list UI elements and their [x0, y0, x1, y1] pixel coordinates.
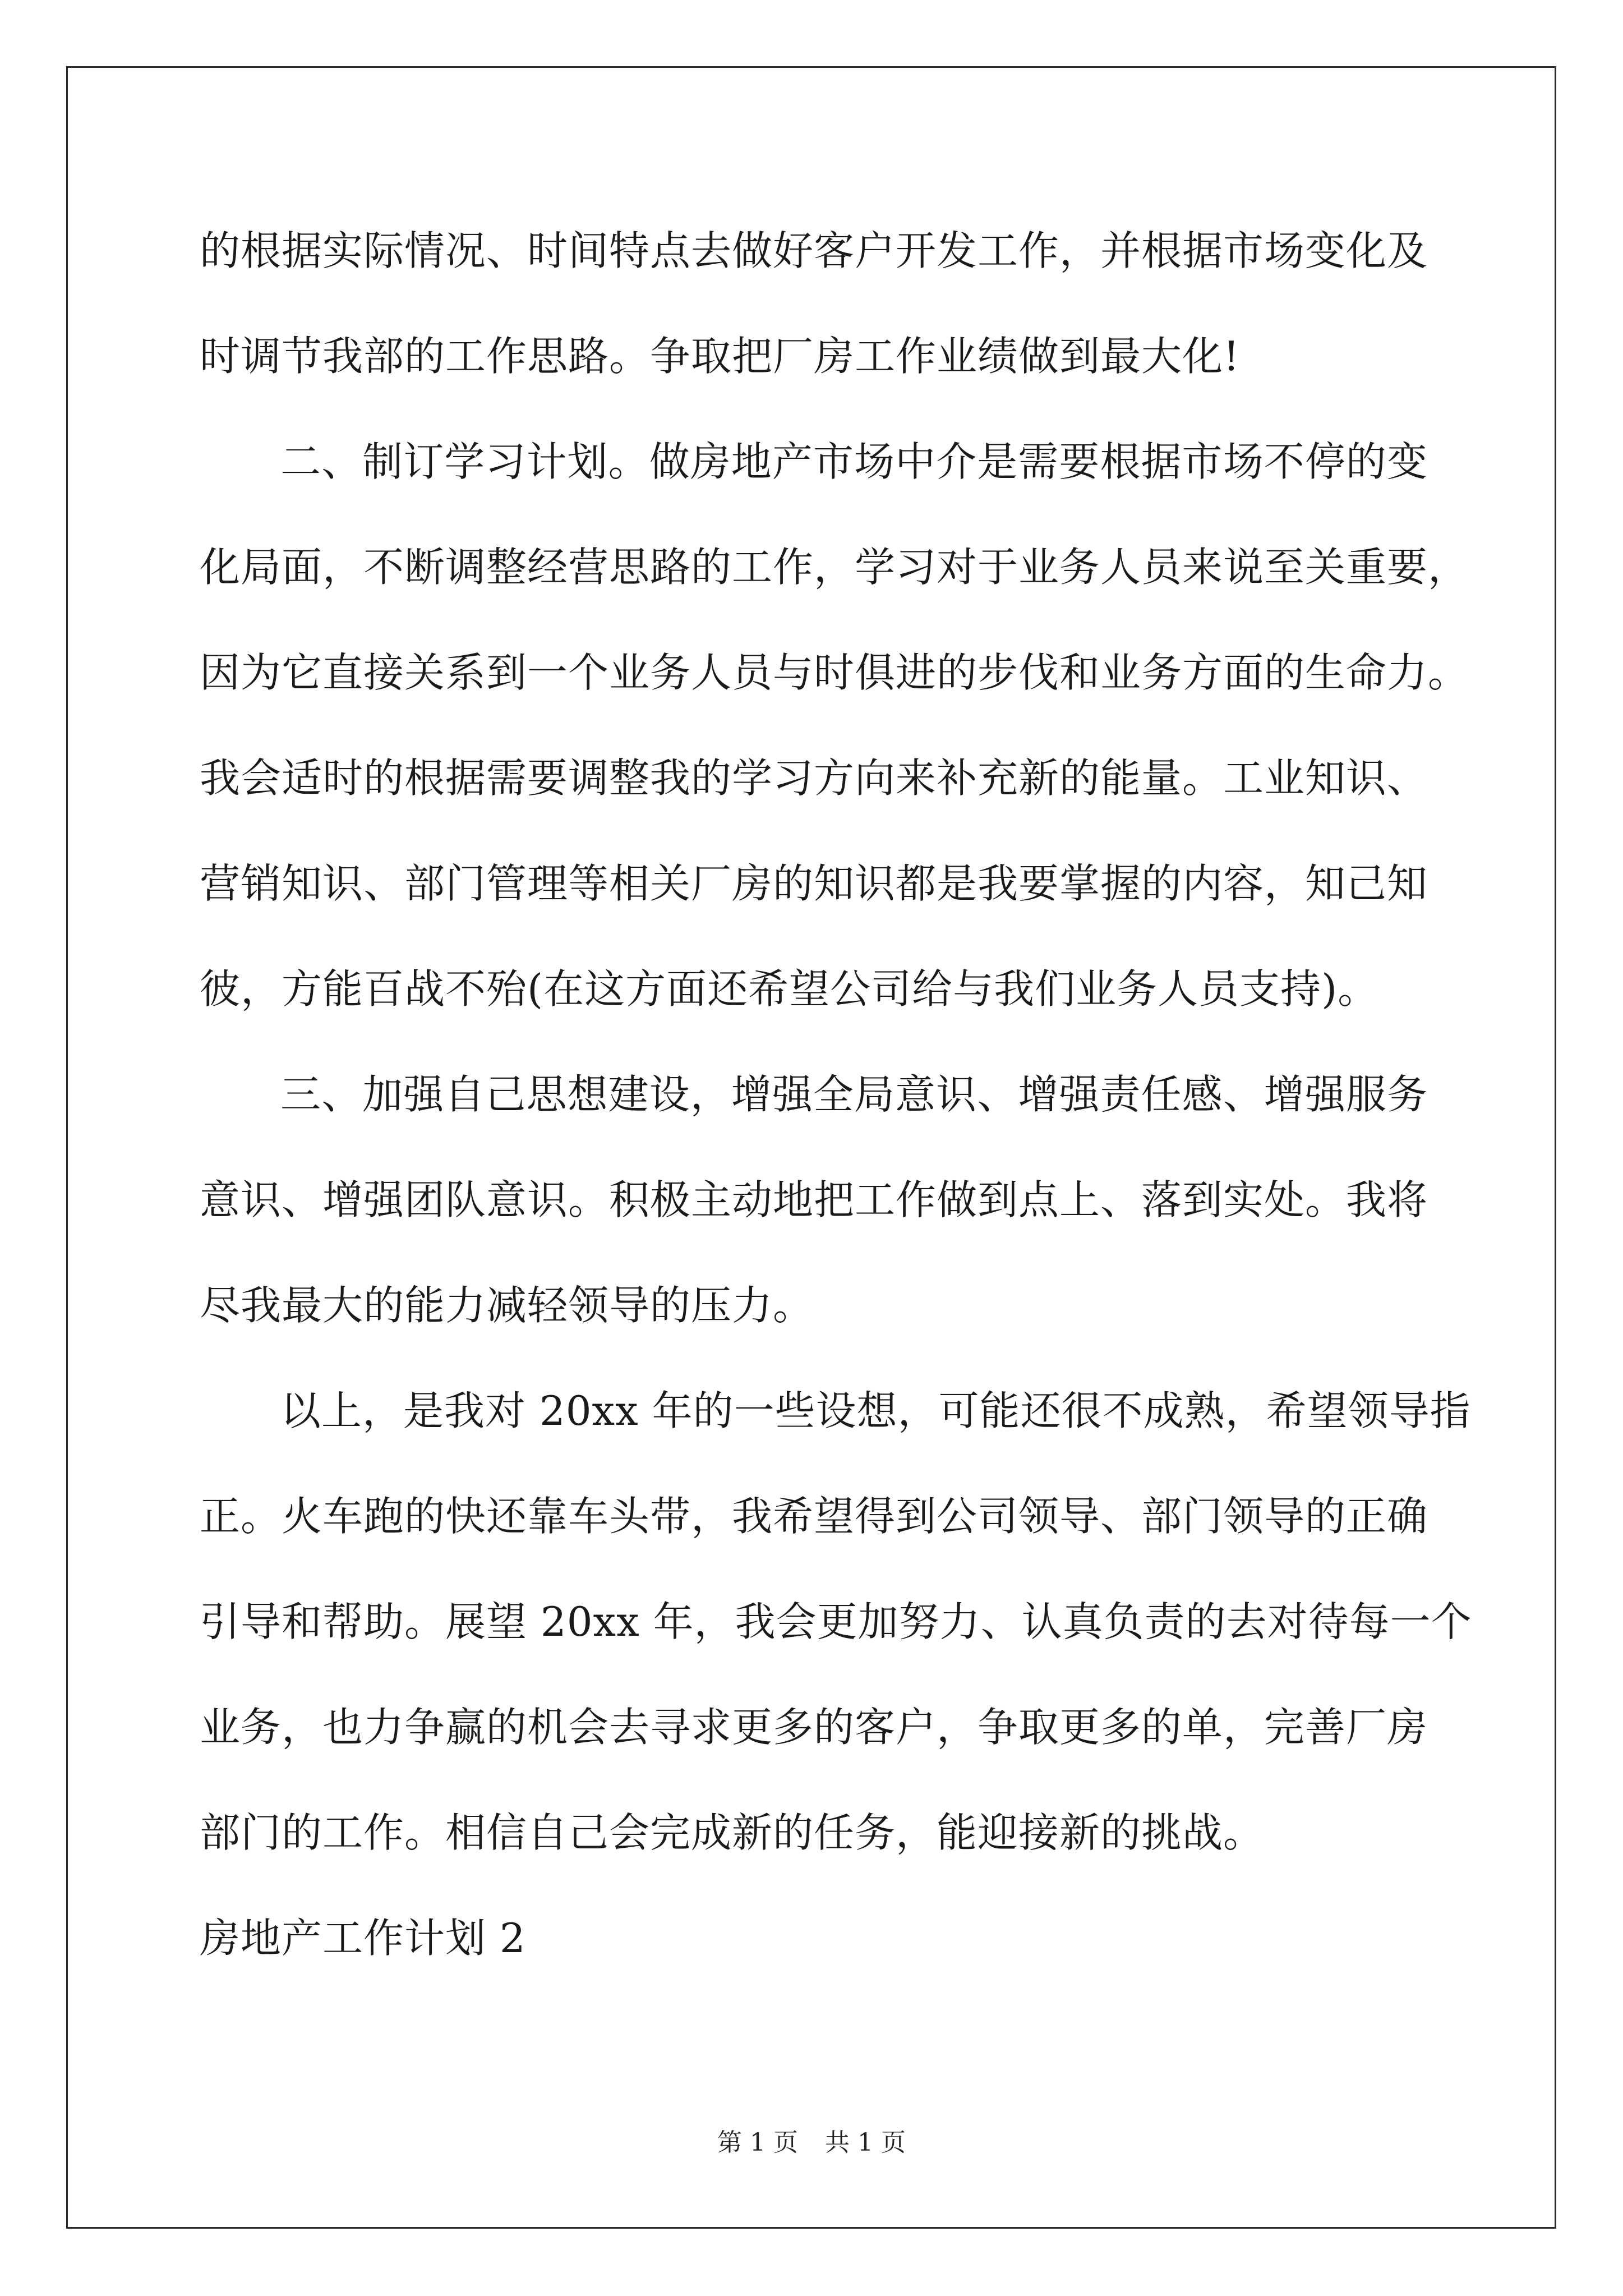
page-total: 共 1 页: [825, 2128, 906, 2157]
text-line: 正。火车跑的快还靠车头带，我希望得到公司领导、部门领导的正确: [200, 1493, 1428, 1540]
document-body: [200, 209, 1472, 2001]
text-line: 部门的工作。相信自己会完成新的任务，能迎接新的挑战。: [200, 1809, 1265, 1856]
text-line: 意识、增强团队意识。积极主动地把工作做到点上、落到实处。我将: [200, 1176, 1428, 1223]
paragraph-start-line: 二、制订学习计划。做房地产市场中介是需要根据市场不停的变: [280, 438, 1428, 485]
text-line: 时调节我部的工作思路。争取把厂房工作业绩做到最大化!: [200, 333, 1240, 380]
text-line: 营销知识、部门管理等相关厂房的知识都是我要掌握的内容，知己知: [200, 860, 1428, 907]
text-line: 的根据实际情况、时间特点去做好客户开发工作，并根据市场变化及: [200, 227, 1428, 274]
paragraph-start-line: 三、加强自己思想建设，增强全局意识、增强责任感、增强服务: [280, 1071, 1428, 1118]
text-line: 因为它直接关系到一个业务人员与时俱进的步伐和业务方面的生命力。: [200, 649, 1469, 696]
page-footer: [0, 2126, 1623, 2160]
text-line: 引导和帮助。展望 20xx 年，我会更加努力、认真负责的去对待每一个: [200, 1598, 1472, 1645]
text-line: 化局面，不断调整经营思路的工作，学习对于业务人员来说至关重要，: [200, 544, 1469, 591]
section-heading: 房地产工作计划 2: [200, 1915, 526, 1962]
page-number: 第 1 页: [717, 2128, 798, 2157]
text-line: 业务，也力争赢的机会去寻求更多的客户，争取更多的单，完善厂房: [200, 1704, 1428, 1751]
text-line: 我会适时的根据需要调整我的学习方向来补充新的能量。工业知识、: [200, 754, 1428, 802]
paragraph-start-line: 以上，是我对 20xx 年的一些设想，可能还很不成熟，希望领导指: [280, 1387, 1471, 1434]
text-line: 彼，方能百战不殆(在这方面还希望公司给与我们业务人员支持)。: [200, 965, 1379, 1013]
text-line: 尽我最大的能力减轻领导的压力。: [200, 1282, 814, 1329]
